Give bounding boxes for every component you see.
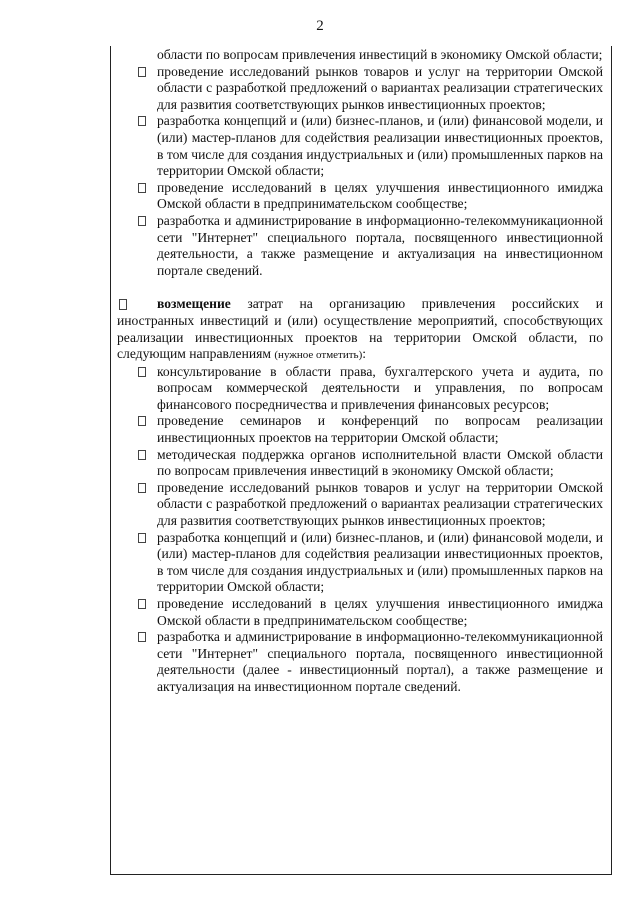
checkbox[interactable]	[138, 632, 146, 642]
list-item	[117, 447, 603, 480]
list-item-text: консультирование в области права, бухгалтерского учета и аудита, по вопросам коммерческой деятельности и управления, по вопросам финансового посредничества и привлечения финансовых ресурсов;	[157, 363, 603, 412]
list-item-text: разработка и администрирование в информационно-телекоммуникационной сети "Интернет" специального портала, посвященного инвестиционной деятельности, а также размещение и актуализация на инвестиционном портале сведений.	[157, 212, 603, 278]
list-item	[117, 629, 603, 695]
list-item-text: проведение исследований в целях улучшения инвестиционного имиджа Омской области в предпринимательском сообществе;	[157, 596, 603, 628]
checkbox[interactable]	[138, 533, 146, 543]
checkbox[interactable]	[138, 483, 146, 493]
list-item	[117, 113, 603, 179]
list-item	[117, 213, 603, 279]
list-item	[117, 596, 603, 629]
list-item-text: проведение исследований рынков товаров и услуг на территории Омской области с разработкой предложений о вариантах реализации стратегических для развития соответствующих рынков инвестиционных проектов;	[157, 63, 603, 112]
checkbox[interactable]	[138, 450, 146, 460]
form-content	[117, 47, 603, 696]
list-item-text: разработка концепций и (или) бизнес-планов, и (или) финансовой модели, и (или) мастер-планов для содействия реализации инвестиционных проектов, в том числе для создания индустриальных и (или) промышленных парков на территории Омской области;	[157, 113, 603, 179]
list-item	[117, 413, 603, 446]
section-colon: :	[362, 346, 367, 362]
list-item-text: разработка концепций и (или) бизнес-планов, и (или) финансовой модели, и (или) мастер-планов для содействия реализации инвестиционных проектов, в том числе для создания индустриальных и (или) промышленных парков на территории Омской области;	[157, 529, 603, 595]
checkbox[interactable]	[138, 367, 146, 377]
page-number: 2	[316, 18, 324, 34]
section-paragraph	[117, 296, 603, 363]
list-item	[117, 64, 603, 114]
list-item	[117, 480, 603, 530]
checkbox[interactable]	[138, 416, 146, 426]
list-item-text: методическая поддержка органов исполнительной власти Омской области по вопросам привлечения инвестиций в экономику Омской области;	[157, 446, 603, 479]
list-item-text: разработка и администрирование в информационно-телекоммуникационной сети "Интернет" специального портала, посвященного инвестиционной деятельности (далее - инвестиционный портал), а также размещение и актуализация на инвестиционном портале сведений.	[157, 629, 603, 694]
list-item	[117, 530, 603, 596]
checkbox[interactable]	[138, 67, 146, 77]
checkbox[interactable]	[138, 599, 146, 609]
section-note: (нужное отметить)	[274, 349, 363, 362]
checkbox[interactable]	[138, 116, 146, 126]
list-item-text: проведение семинаров и конференций по вопросам реализации инвестиционных проектов на территории Омской области;	[157, 413, 603, 446]
list-item	[117, 180, 603, 213]
section-bold-word: возмещение	[157, 296, 231, 312]
section-text: затрат на организацию привлечения российских и иностранных инвестиций и (или) осуществление мероприятий, способствующих реализации инвестиционных проектов на территории Омской области, по следующим направлениям	[117, 296, 603, 362]
section-checkbox[interactable]	[119, 299, 127, 310]
continuation-text: области по вопросам привлечения инвестиций в экономику Омской области;	[157, 47, 603, 62]
list-item-text: проведение исследований рынков товаров и услуг на территории Омской области с разработкой предложений о вариантах реализации стратегических для развития соответствующих рынков инвестиционных проектов;	[157, 479, 603, 529]
checkbox[interactable]	[138, 216, 146, 226]
list-item-text: проведение исследований в целях улучшения инвестиционного имиджа Омской области в предпринимательском сообществе;	[157, 179, 603, 212]
list-item	[117, 364, 603, 414]
checkbox[interactable]	[138, 183, 146, 193]
